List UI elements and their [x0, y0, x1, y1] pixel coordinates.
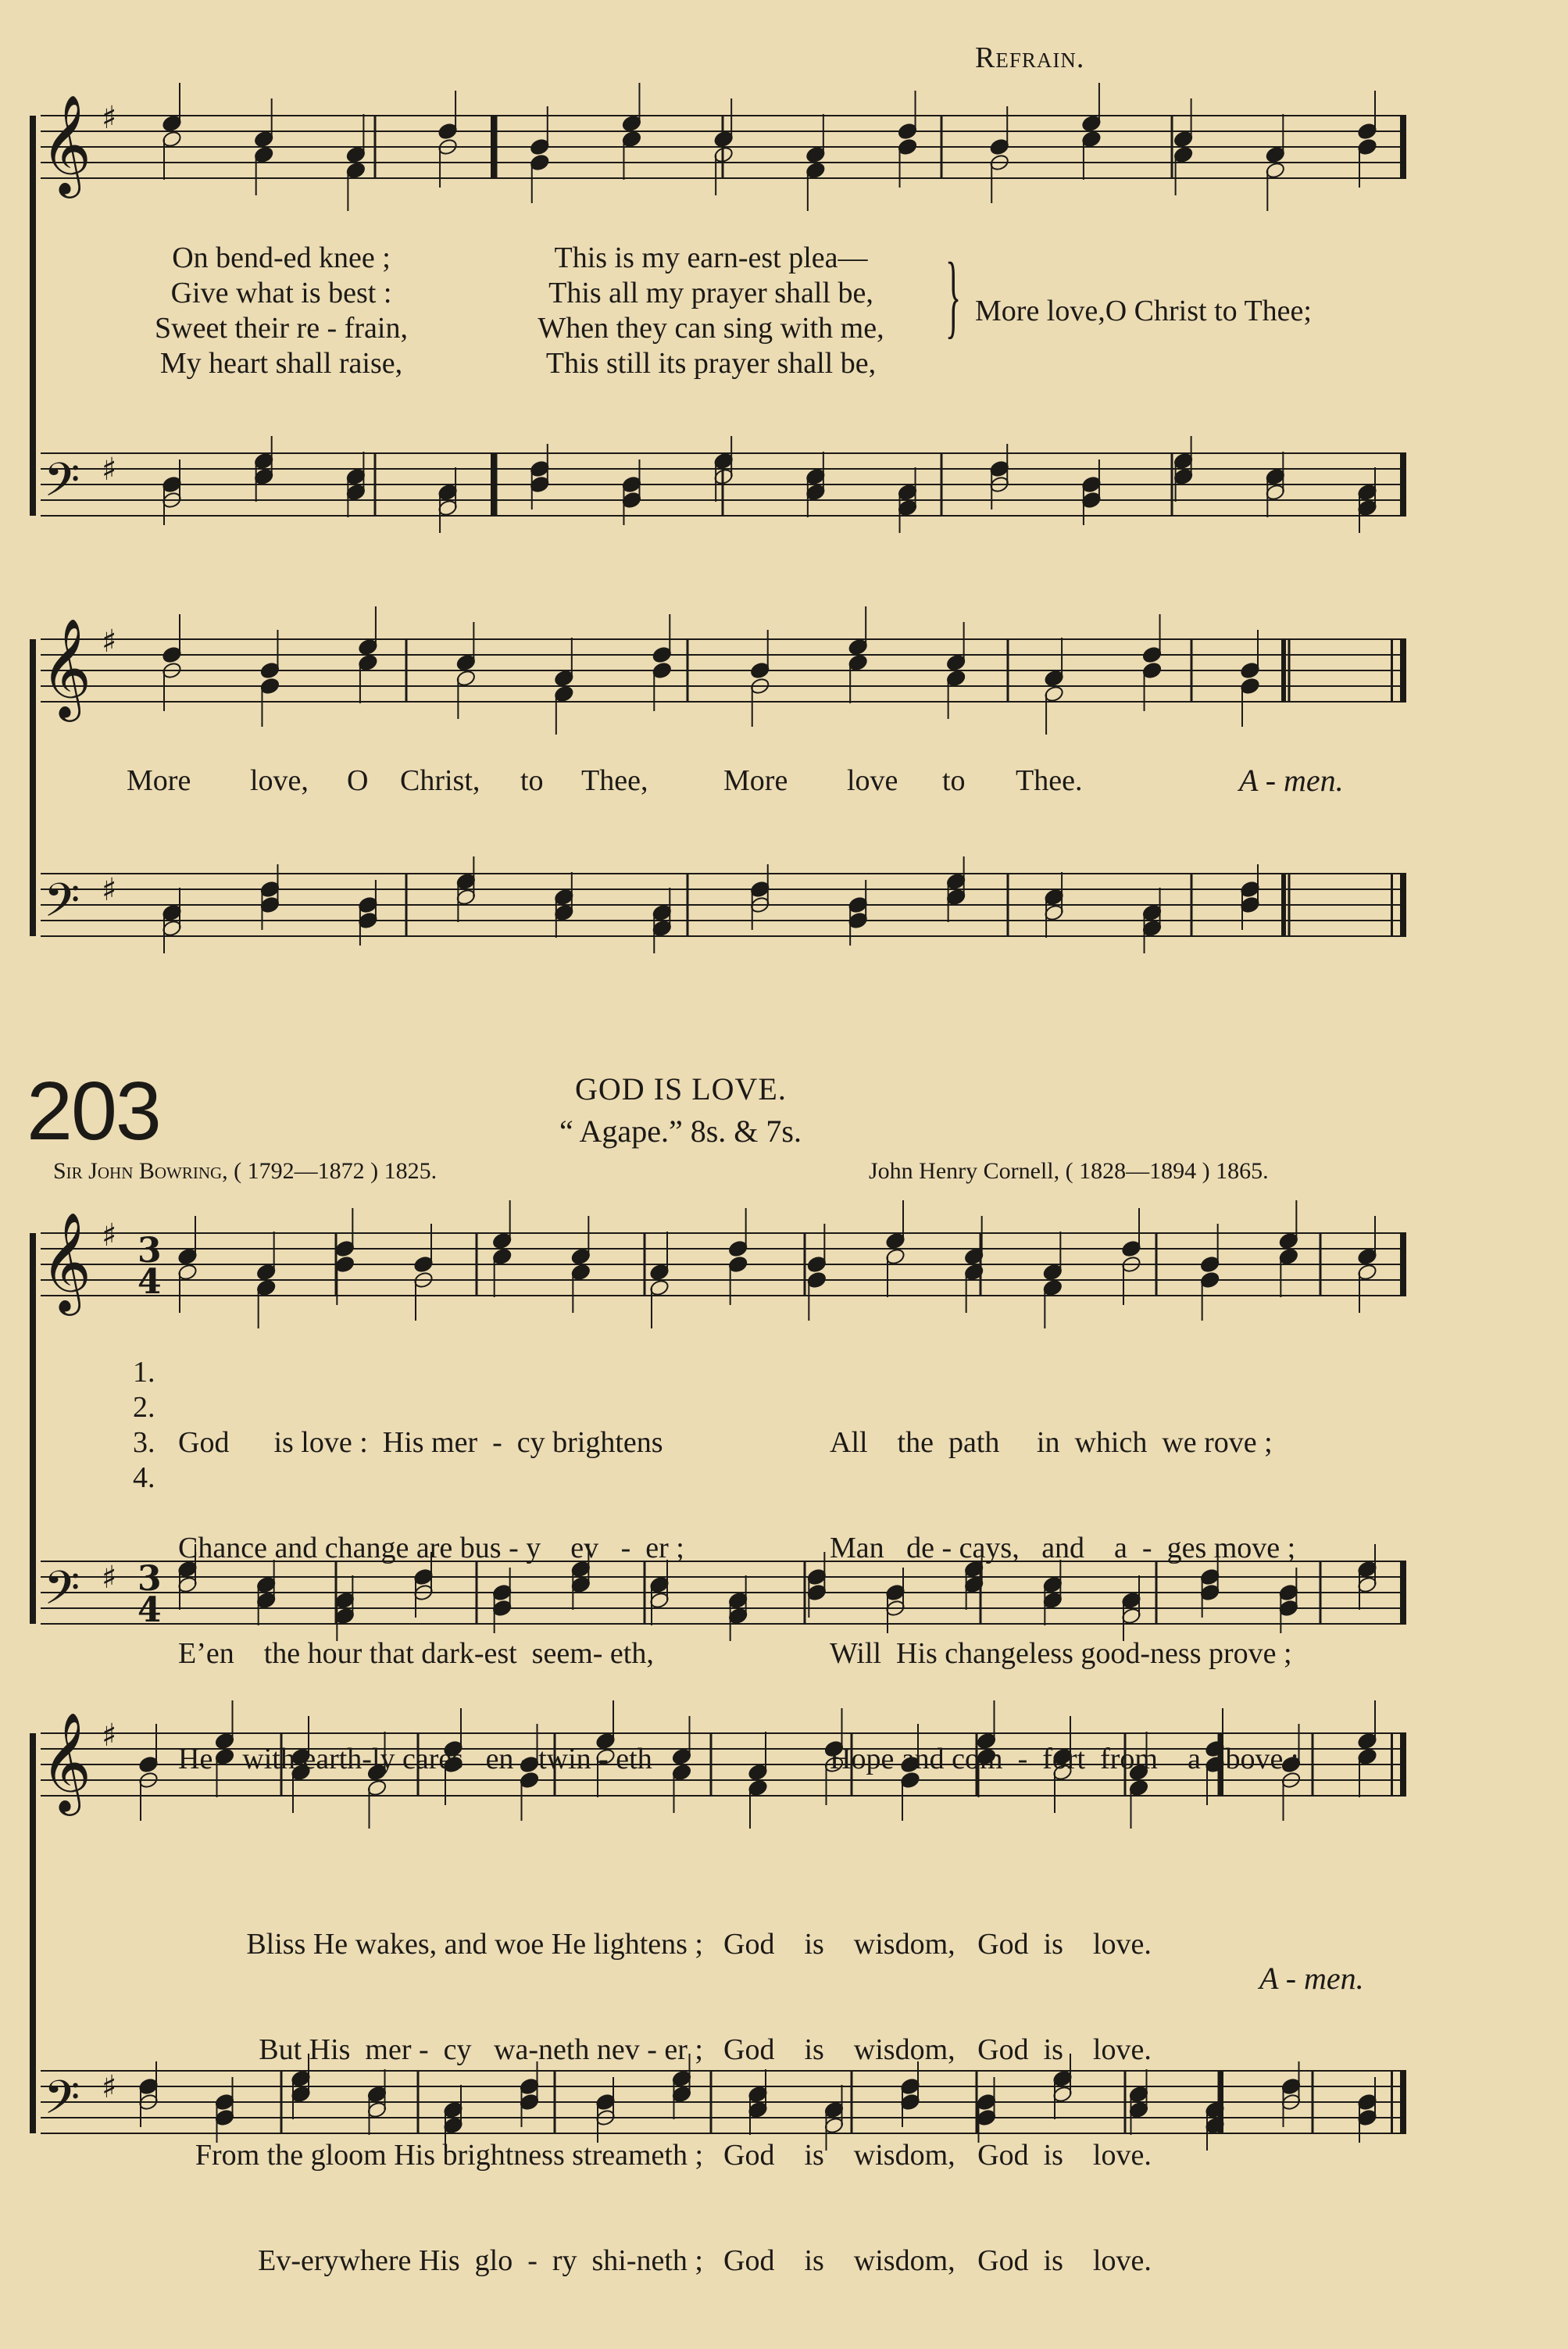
- verse-number: 3.: [133, 1426, 155, 1459]
- composer-credit: John Henry Cornell, ( 1828—1894 ) 1865.: [869, 1158, 1269, 1184]
- lyric-line: Bliss He wakes, and woe He lightens ;: [246, 1928, 703, 1961]
- s2-word: Thee.: [1016, 764, 1083, 797]
- lyric-line: God is wisdom, God is love.: [723, 1928, 1152, 1961]
- s3-lyrics-col1: [178, 1355, 684, 1847]
- s4-lyrics-col1: [109, 1857, 703, 2349]
- lyric-line: Hope and com - fort from a - bove :: [830, 1743, 1299, 1775]
- lyric-line: On bend-ed knee ;: [172, 241, 391, 274]
- lyric-line: My heart shall raise,: [159, 347, 403, 380]
- lyric-line: This is my earn-est plea—: [554, 241, 868, 274]
- treble-clef: 𝄞: [41, 94, 92, 194]
- svg-text:3: 3: [138, 1559, 162, 1599]
- svg-text:♯: ♯: [102, 1560, 117, 1596]
- svg-text:𝄢: 𝄢: [44, 873, 80, 939]
- verse-number: 1.: [133, 1356, 155, 1389]
- s2-word: to: [520, 764, 544, 797]
- amen: A - men.: [1239, 763, 1344, 798]
- lyric-line: From the gloom His brightness streameth ;: [195, 2139, 703, 2172]
- amen: A - men.: [1259, 1961, 1364, 1996]
- hymn-tune: “ Agape.” 8s. & 7s.: [559, 1114, 802, 1149]
- time-sig-bottom: 4: [138, 1262, 162, 1302]
- time-sig-top: 3: [138, 1231, 162, 1271]
- svg-text:4: 4: [138, 1590, 162, 1630]
- lyric-line: This still its prayer shall be,: [545, 347, 877, 380]
- lyric-line: But His mer - cy wa-neth nev - er ;: [259, 2033, 703, 2066]
- s2-word: to: [942, 764, 966, 797]
- s2-word: love,: [250, 764, 309, 797]
- bass-clef: 𝄢: [44, 452, 80, 518]
- hymn-number: 203: [27, 1065, 160, 1157]
- verse-numbers: [133, 1355, 155, 1496]
- lyric-line: When they can sing with me,: [538, 312, 884, 345]
- s1-lyrics-col2: [469, 241, 953, 381]
- svg-text:♯: ♯: [102, 624, 117, 660]
- s2-word: More: [127, 764, 191, 797]
- s2-word: Thee,: [581, 764, 648, 797]
- lyric-line: Give what is best :: [170, 277, 392, 309]
- lyric-line: Sweet their re - frain,: [155, 312, 408, 345]
- svg-text:♯: ♯: [102, 1718, 117, 1754]
- hymn-title: GOD IS LOVE.: [575, 1071, 787, 1107]
- s4-lyrics-col2: [723, 1857, 1152, 2349]
- refrain-label: Refrain.: [975, 41, 1085, 74]
- lyric-line: God is wisdom, God is love.: [723, 2244, 1152, 2277]
- author-credit: Sir John Bowring, ( 1792—1872 ) 1825.: [53, 1158, 438, 1184]
- lyric-line: He with earth-ly cares en - twin - eth: [178, 1743, 652, 1775]
- lyric-brace: }: [945, 243, 962, 347]
- s2-word: Christ,: [400, 764, 480, 797]
- svg-text:♯: ♯: [102, 872, 117, 908]
- svg-text:𝄢: 𝄢: [44, 1561, 80, 1626]
- lyric-line: This all my prayer shall be,: [548, 277, 873, 309]
- svg-text:𝄞: 𝄞: [41, 1711, 92, 1811]
- lyric-line: God is wisdom, God is love.: [723, 2139, 1152, 2172]
- s2-word: O: [347, 764, 369, 797]
- svg-text:𝄞: 𝄞: [41, 1211, 92, 1311]
- svg-text:♯: ♯: [102, 2069, 117, 2105]
- lyric-line: Chance and change are bus - y ev - er ;: [178, 1532, 684, 1564]
- svg-text:𝄢: 𝄢: [44, 2070, 80, 2136]
- s1-lyrics-col1: [94, 241, 469, 381]
- verse-number: 4.: [133, 1461, 155, 1494]
- svg-text:♯: ♯: [102, 1217, 117, 1253]
- lyric-line: Ev-erywhere His glo - ry shi-neth ;: [258, 2244, 703, 2277]
- lyric-line: Will His changeless good-ness prove ;: [830, 1637, 1292, 1670]
- lyric-line: Man de - cays, and a - ges move ;: [830, 1532, 1296, 1564]
- s1-refrain-text: More love,O Christ to Thee;: [975, 295, 1312, 327]
- svg-text:♯: ♯: [102, 452, 117, 488]
- verse-number: 2.: [133, 1391, 155, 1424]
- lyric-line: E’en the hour that dark-est seem- eth,: [178, 1637, 654, 1670]
- s3-lyrics-col2: [830, 1355, 1298, 1847]
- svg-text:𝄞: 𝄞: [41, 617, 92, 717]
- lyric-line: God is wisdom, God is love.: [723, 2033, 1152, 2066]
- s2-word: More: [723, 764, 788, 797]
- lyric-line: God is love : His mer - cy brightens: [178, 1426, 663, 1459]
- lyric-line: All the path in which we rove ;: [830, 1426, 1273, 1459]
- s2-word: love: [847, 764, 898, 797]
- svg-text:♯: ♯: [102, 100, 117, 136]
